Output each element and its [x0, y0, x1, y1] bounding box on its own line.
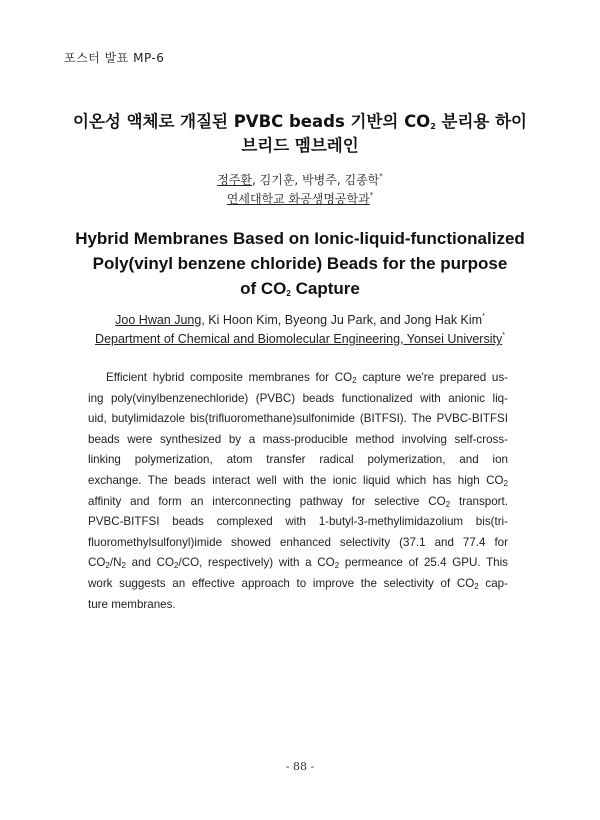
english-author-1: Joo Hwan Jung: [115, 313, 202, 327]
abstract-line: exchange. The beads interact well with the ionic liquid which has high $CO_2$: [88, 473, 508, 488]
korean-authors: 정주환, 김기훈, 박병주, 김종학*: [217, 172, 383, 187]
abstract-line: fluoromethylsulfonyl)imide showed enhanced selectivity (37.1 and 77.4 for: [88, 535, 508, 549]
korean-author-3: 박병주: [302, 173, 337, 187]
abstract-line: PVBC-BITFSI beads complexed with 1-butyl-3-methylimidazolium bis(tri-: [88, 515, 508, 529]
abstract-line: beads were synthesized by a mass-producible method involving self-cross-: [88, 432, 508, 446]
abstract-line: work suggests an effective approach to improve the selectivity of $CO_2$ cap-: [88, 576, 508, 591]
english-title-line-3: of $CO_2$ Capture: [240, 279, 360, 298]
abstract-line: Efficient hybrid composite membranes for $CO_2$ capture we're prepared us-: [106, 371, 508, 385]
english-authors: Joo Hwan Jung, Ki Hoon Kim, Byeong Ju Park, and Jong Hak Kim*: [115, 313, 485, 327]
abstract-line: ing poly(vinylbenzenechloride) (PVBC) beads functionalized with anionic liq-: [88, 391, 508, 405]
english-title-line-1: Hybrid Membranes Based on Ionic-liquid-functionalized: [75, 229, 525, 248]
korean-author-1: 정주환: [217, 173, 252, 187]
korean-title-line-2: 브리드 멤브레인: [241, 136, 359, 155]
abstract-line: linking polymerization, atom transfer radical polymerization, and ion: [88, 453, 508, 467]
abstract-line: ture membranes.: [88, 597, 176, 611]
english-author-2: Ki Hoon Kim: [208, 313, 278, 327]
english-affiliation: Department of Chemical and Biomolecular Engineering, Yonsei University*: [95, 332, 505, 346]
english-author-3: Byeong Ju Park: [284, 313, 373, 327]
abstract-line: uid, butylimidazole bis(trifluoromethane)sulfonimide (BITFSI). The PVBC-BITFSI: [88, 412, 508, 426]
english-author-4: Jong Hak Kim: [404, 313, 483, 327]
korean-title-line-1: 이온성 액체로 개질된 PVBC beads 기반의 $CO_2$ 분리용 하이: [73, 112, 527, 131]
abstract-body: [88, 368, 508, 615]
session-label: 포스터 발표 MP-6: [64, 51, 165, 65]
korean-author-2: 김기훈: [259, 173, 295, 187]
english-author-block: [0, 311, 600, 349]
korean-affiliation: 연세대학교 화공생명공학과*: [226, 191, 374, 206]
english-title-line-2: Poly(vinyl benzene chloride) Beads for the purpose: [92, 254, 508, 273]
korean-author-4: 김종학: [344, 173, 380, 187]
korean-author-block: [0, 171, 600, 209]
abstract-line: $CO_2/N_2$ and $CO_2/CO$, respectively) with a $CO_2$ permeance of 25.4 GPU. This: [88, 556, 508, 571]
page-number: - 88 -: [285, 760, 315, 773]
abstract-line: affinity and form an interconnecting pathway for selective $CO_2$ transport.: [88, 494, 508, 509]
corresponding-mark: *: [379, 172, 383, 180]
english-title: [0, 226, 600, 301]
korean-title: [0, 110, 600, 158]
